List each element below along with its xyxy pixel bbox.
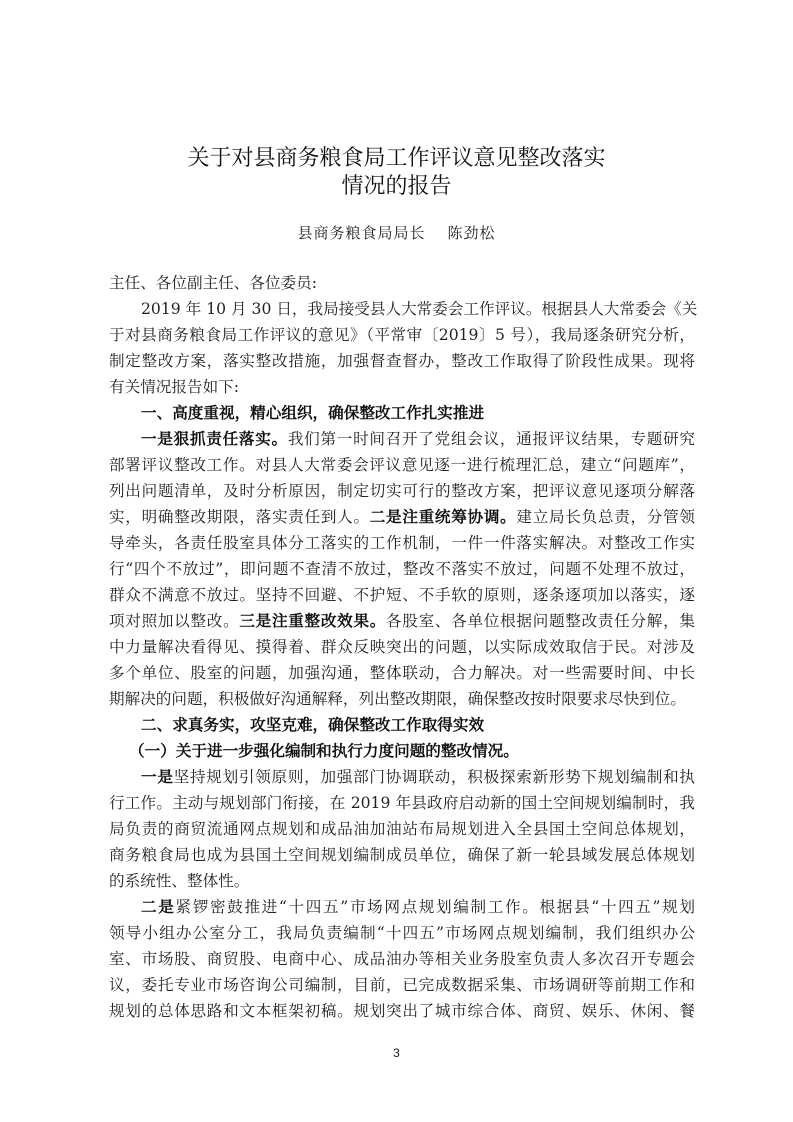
report-title-line2: 情况的报告	[341, 174, 452, 199]
section-heading-1: 一、高度重视，精心组织，确保整改工作扎实推进	[141, 404, 485, 422]
subsection-heading-1: （一）关于进一步强化编制和执行力度问题的整改情况。	[129, 741, 519, 760]
bold-lead: 二是注重统筹协调。	[369, 507, 517, 526]
paragraph-line: 局负责的商贸流通网点规划和成品油加油站布局规划进入全县国土空间总体规划，	[109, 820, 695, 838]
paragraph-line	[109, 764, 695, 790]
intro-line: 2019 年 10 月 30 日，我局接受县人大常委会工作评议。根据县人大常委会《关	[141, 300, 698, 318]
salutation: 主任、各位副主任、各位委员:	[109, 274, 317, 292]
paragraph-line: 室、市场股、商贸股、电商中心、成品油办等相关业务股室负责人多次召开专题会	[109, 950, 695, 968]
bold-lead: 一是狠抓责任落实。	[141, 429, 288, 448]
author-name: 陈劲松	[447, 224, 496, 242]
paragraph-line: 期解决的问题，积极做好沟通解释，列出整改期限，确保整改按时限要求尽快到位。	[109, 690, 686, 708]
paragraph-line: 中力量解决看得见、摸得着、群众反映突出的问题，以实际成效取信于民。对涉及	[109, 638, 695, 656]
author-line	[0, 222, 793, 243]
paragraph-line: 领导小组办公室分工，我局负责编制“十四五”市场网点规划编制，我们组织办公	[109, 924, 695, 942]
text: 实，明确整改期限，落实责任到人。	[109, 508, 370, 526]
text: 我们第一时间召开了党组会议，通报评议结果，专题研究	[287, 430, 695, 448]
text: 坚持规划引领原则，加强部门协调联动，积极探索新形势下规划编制和执	[173, 768, 695, 786]
paragraph-line	[109, 608, 695, 634]
report-body	[109, 270, 698, 1024]
author-role: 县商务粮食局局长	[297, 224, 426, 242]
paragraph-line: 多个单位、股室的问题，加强沟通，整体联动，合力解决。对一些需要时间、中长	[109, 664, 695, 682]
page-number: 3	[393, 1046, 400, 1060]
intro-line: 于对县商务粮食局工作评议的意见》（平常审〔2019〕5 号），我局逐条研究分析，	[109, 326, 695, 344]
text: 紧锣密鼓推进“十四五”市场网点规划编制工作。根据县“十四五”规划	[175, 898, 695, 916]
paragraph-line: 行“四个不放过”，即问题不查清不放过，整改不落实不放过，问题不处理不放过，	[109, 560, 695, 578]
paragraph-line: 规划的总体思路和文本框架初稿。规划突出了城市综合体、商贸、娱乐、休闲、餐	[109, 1002, 695, 1020]
text: 各股室、各单位根据问题整改责任分解，集	[386, 612, 695, 630]
section-heading-2: 二、求真务实，攻坚克难，确保整改工作取得实效	[141, 716, 485, 734]
paragraph-line	[109, 504, 695, 530]
paragraph-line: 列出问题清单，及时分析原因，制定切实可行的整改方案，把评议意见逐项分解落	[109, 482, 695, 500]
bold-lead: 三是注重整改效果。	[239, 611, 387, 630]
paragraph-line: 行工作。主动与规划部门衔接，在 2019 年县政府启动新的国土空间规划编制时，我	[109, 794, 695, 812]
paragraph-line: 导牵头，各责任股室具体分工落实的工作机制，一件一件落实解决。对整改工作实	[109, 534, 695, 552]
paragraph-line: 商务粮食局也成为县国土空间规划编制成员单位，确保了新一轮县域发展总体规划	[109, 846, 695, 864]
text: 项对照加以整改。	[109, 612, 240, 630]
paragraph-line	[109, 426, 695, 452]
intro-line: 制定整改方案，落实整改措施，加强督查督办，整改工作取得了阶段性成果。现将	[109, 352, 695, 370]
paragraph-line: 群众不满意不放过。坚持不回避、不护短、不手软的原则，逐条逐项加以落实，逐	[109, 586, 695, 604]
paragraph-line: 议，委托专业市场咨询公司编制，目前，已完成数据采集、市场调研等前期工作和	[109, 976, 695, 994]
bold-lead: 二是	[141, 897, 176, 916]
bold-lead: 一是	[141, 767, 174, 786]
paragraph-line: 部署评议整改工作。对县人大常委会评议意见逐一进行梳理汇总，建立“问题库”，	[109, 456, 695, 474]
paragraph-line: 的系统性、整体性。	[109, 872, 250, 890]
report-title-line1: 关于对县商务粮食局工作评议意见整改落实	[187, 146, 606, 171]
text: 建立局长负总责，分管领	[516, 508, 695, 526]
intro-line: 有关情况报告如下:	[109, 378, 240, 396]
paragraph-line	[109, 894, 695, 920]
